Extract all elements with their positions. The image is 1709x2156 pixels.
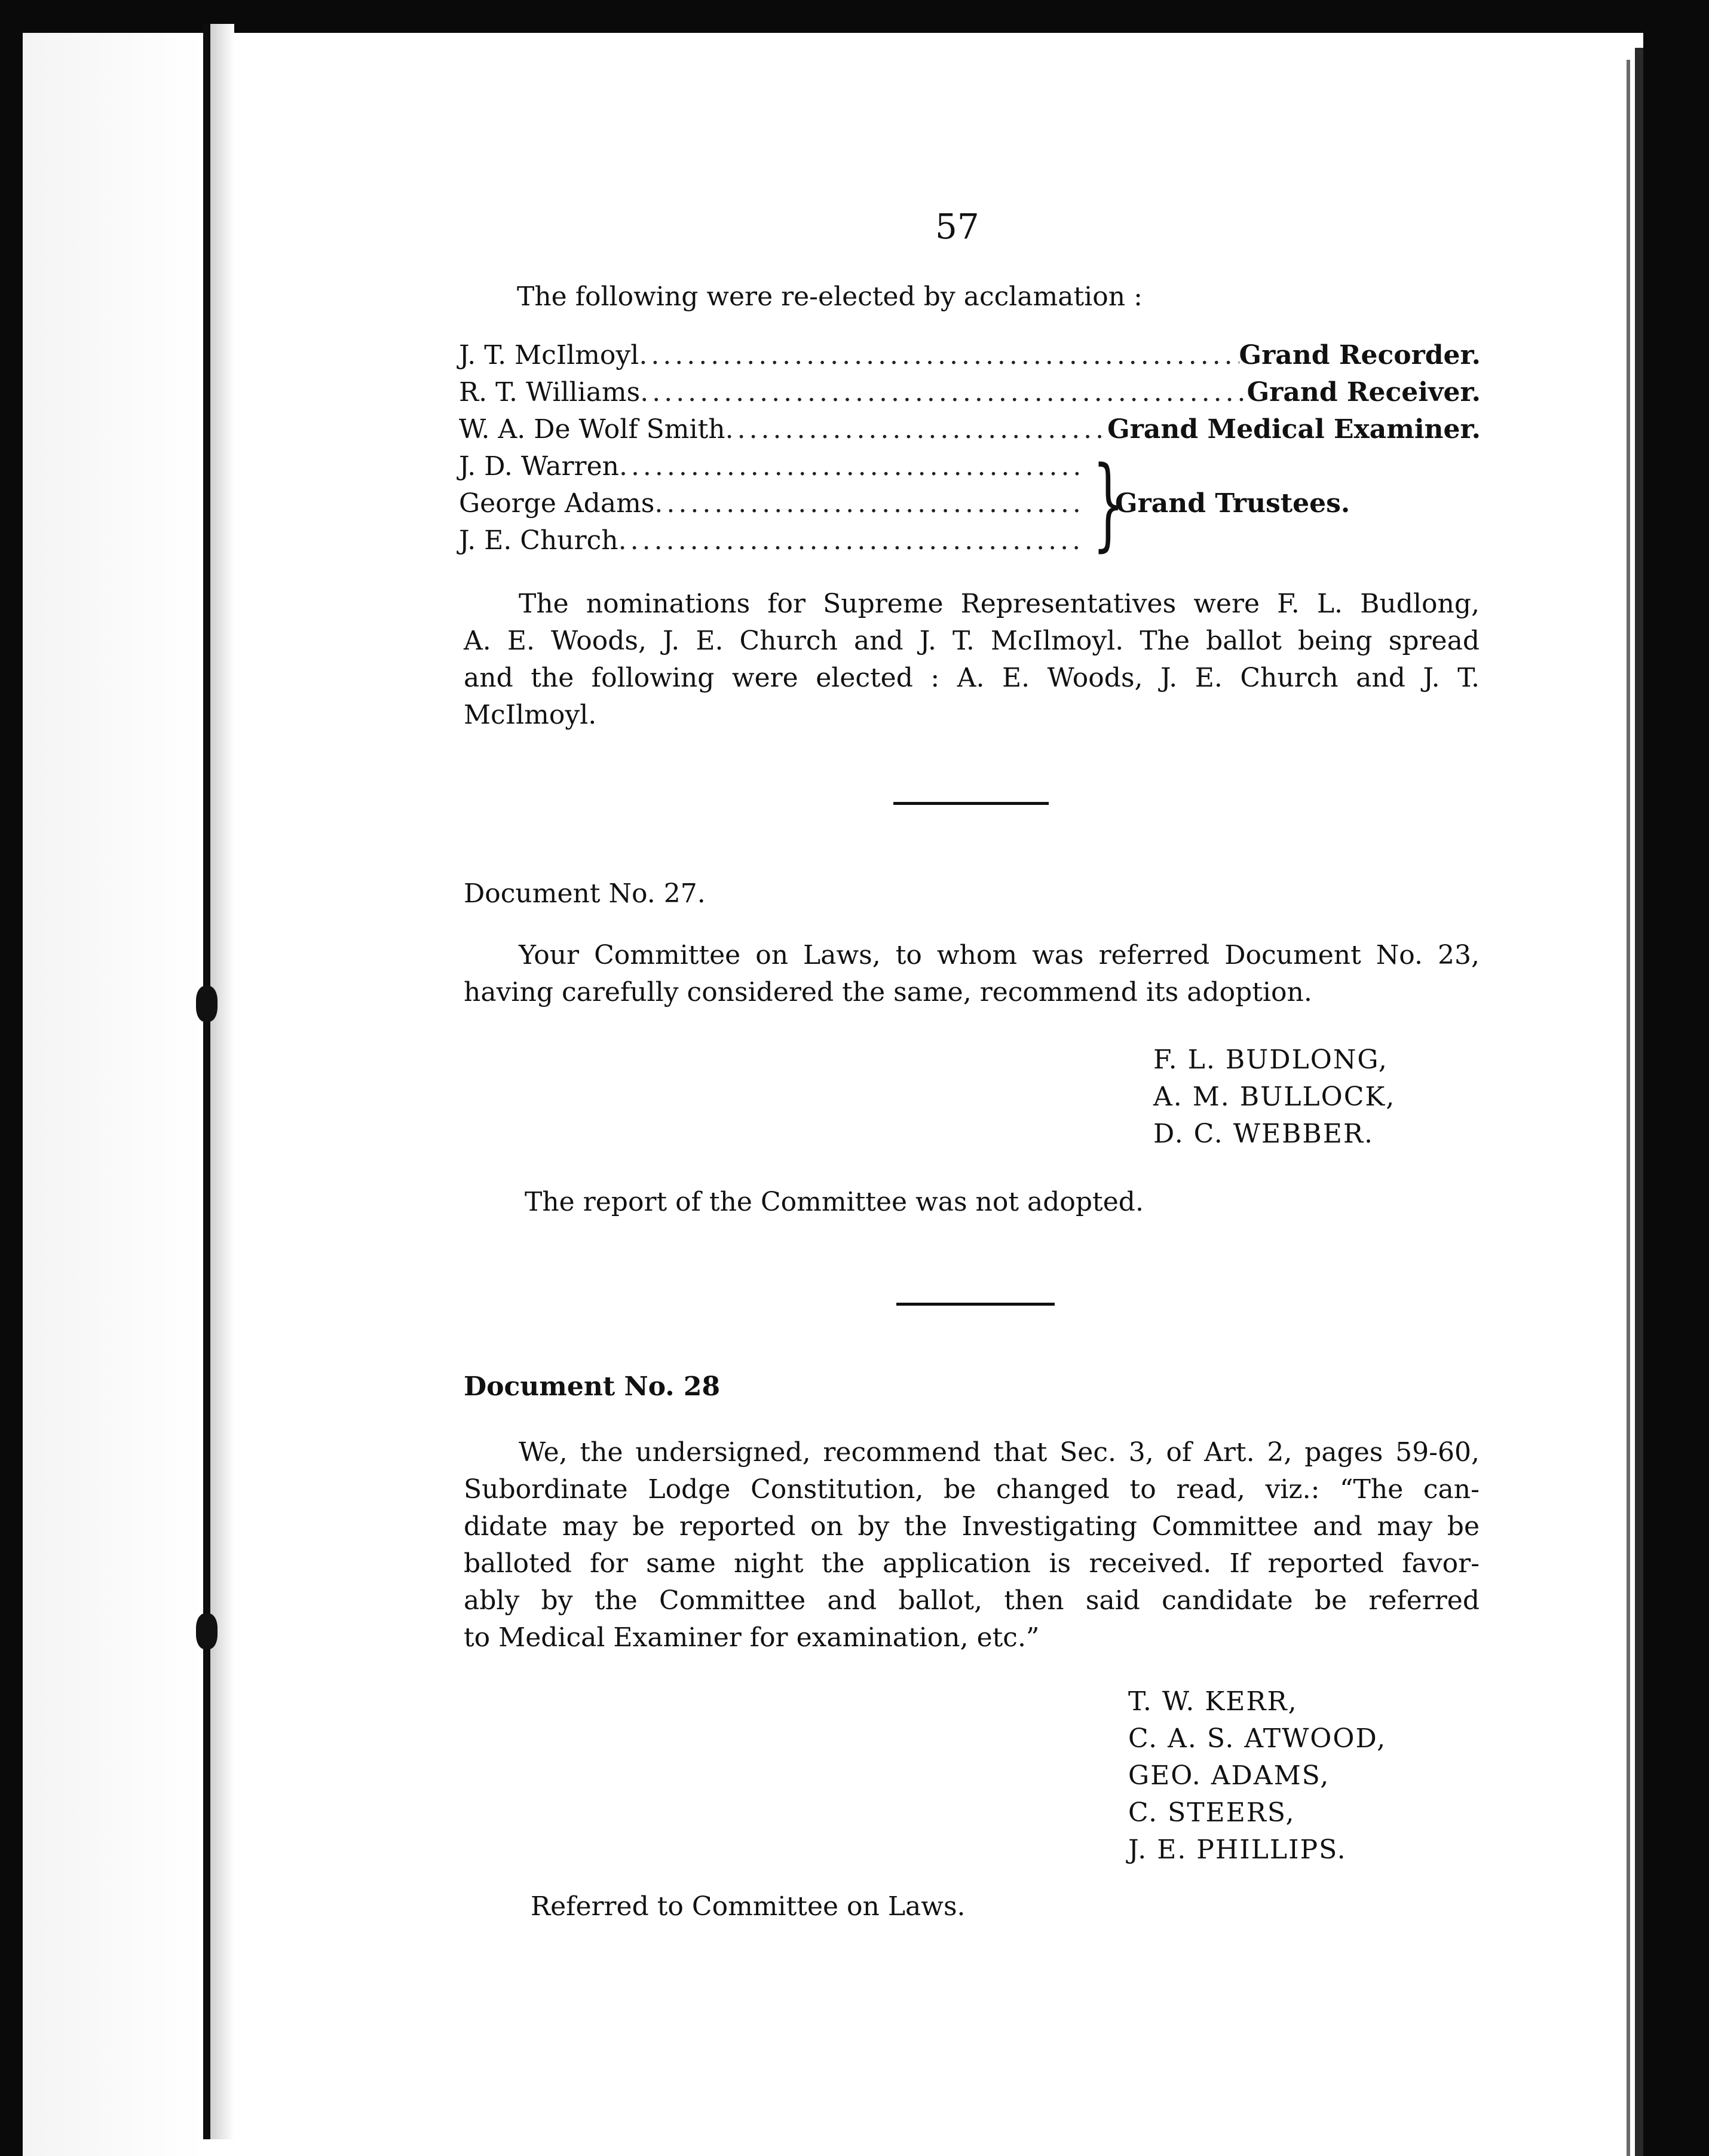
binding-thread bbox=[196, 986, 218, 1022]
signer-name: C. A. S. ATWOOD, bbox=[1128, 1723, 1387, 1754]
trustee-block bbox=[459, 445, 1481, 562]
trustee-row bbox=[459, 522, 1086, 559]
paragraph-line: Subordinate Lodge Constitution, be changed to read, viz.: “The can- bbox=[464, 1474, 1480, 1505]
leader-dots bbox=[725, 411, 1108, 448]
leader-dots bbox=[654, 485, 1086, 522]
leader-dots bbox=[639, 337, 1239, 374]
doc28-signers bbox=[1128, 1683, 1386, 1869]
trustee-name: George Adams bbox=[459, 488, 655, 519]
paragraph-line: didate may be reported on by the Investigating Committee and may be bbox=[464, 1511, 1480, 1542]
officer-name: R. T. Williams bbox=[459, 377, 641, 408]
officer-list bbox=[459, 337, 1481, 562]
officer-name: W. A. De Wolf Smith bbox=[459, 414, 725, 445]
officer-title: Grand Receiver. bbox=[1246, 377, 1481, 408]
signer-name: D. C. WEBBER. bbox=[1153, 1119, 1374, 1149]
paragraph-line: McIlmoyl. bbox=[464, 700, 597, 730]
paragraph-line: having carefully considered the same, recommend its adoption. bbox=[464, 977, 1312, 1007]
signer-name: C. STEERS, bbox=[1128, 1797, 1295, 1828]
page-number: 57 bbox=[935, 206, 979, 247]
trustees-title: Grand Trustees. bbox=[1115, 488, 1350, 519]
scan-border-top bbox=[0, 0, 1709, 33]
trustee-row bbox=[459, 448, 1086, 485]
paragraph-line: and the following were elected : A. E. Woods, J. E. Church and J. T. bbox=[464, 663, 1480, 693]
officer-row bbox=[459, 374, 1481, 411]
nominations-paragraph bbox=[464, 586, 1480, 734]
paragraph-line: ably by the Committee and ballot, then said candidate be referred bbox=[464, 1585, 1480, 1616]
signer-name: J. E. PHILLIPS. bbox=[1128, 1835, 1347, 1865]
doc27-signers bbox=[1153, 1042, 1395, 1153]
doc27-result: The report of the Committee was not adopted. bbox=[525, 1187, 1144, 1217]
binding-thread bbox=[196, 1613, 218, 1649]
officer-title: Grand Recorder. bbox=[1239, 340, 1481, 370]
scan-border-right bbox=[1643, 0, 1709, 2156]
trustee-name: J. E. Church bbox=[459, 525, 618, 556]
reelection-intro: The following were re-elected by acclamation : bbox=[517, 281, 1143, 312]
page-stack-edge bbox=[1635, 48, 1643, 2156]
gutter-shadow bbox=[210, 24, 234, 2139]
signer-name: GEO. ADAMS, bbox=[1128, 1760, 1330, 1791]
doc27-heading: Document No. 27. bbox=[464, 878, 706, 909]
facing-page-edge bbox=[23, 33, 203, 2156]
doc27-paragraph bbox=[464, 937, 1480, 1011]
trustee-row bbox=[459, 485, 1086, 522]
signer-name: F. L. BUDLONG, bbox=[1153, 1045, 1388, 1075]
page-stack-edge-inner bbox=[1627, 60, 1630, 2156]
paragraph-line: Your Committee on Laws, to whom was referred Document No. 23, bbox=[519, 940, 1480, 970]
right-brace-icon: } bbox=[1092, 445, 1125, 562]
trustee-name: J. D. Warren bbox=[459, 451, 619, 482]
paragraph-line: to Medical Examiner for examination, etc.” bbox=[464, 1622, 1040, 1653]
paragraph-line: balloted for same night the application is received. If reported favor- bbox=[464, 1548, 1480, 1579]
section-divider bbox=[896, 1303, 1055, 1306]
scan-border-left bbox=[0, 0, 23, 2156]
paragraph-line: A. E. Woods, J. E. Church and J. T. McIlmoyl. The ballot being spread bbox=[464, 626, 1480, 656]
paragraph-line: We, the undersigned, recommend that Sec. 3, of Art. 2, pages 59-60, bbox=[519, 1437, 1480, 1468]
doc28-paragraph bbox=[464, 1434, 1480, 1656]
section-divider bbox=[893, 802, 1049, 805]
officer-row bbox=[459, 411, 1481, 448]
doc28-heading: Document No. 28 bbox=[464, 1371, 721, 1402]
doc28-referral: Referred to Committee on Laws. bbox=[531, 1891, 966, 1922]
binding-gutter bbox=[203, 24, 210, 2139]
signer-name: T. W. KERR, bbox=[1128, 1686, 1298, 1717]
officer-name: J. T. McIlmoyl bbox=[459, 340, 639, 370]
signer-name: A. M. BULLOCK, bbox=[1153, 1082, 1396, 1112]
leader-dots bbox=[618, 522, 1086, 559]
leader-dots bbox=[619, 448, 1086, 485]
officer-row bbox=[459, 337, 1481, 374]
leader-dots bbox=[640, 374, 1246, 411]
officer-title: Grand Medical Examiner. bbox=[1107, 414, 1481, 445]
paragraph-line: The nominations for Supreme Representatives were F. L. Budlong, bbox=[519, 589, 1480, 619]
